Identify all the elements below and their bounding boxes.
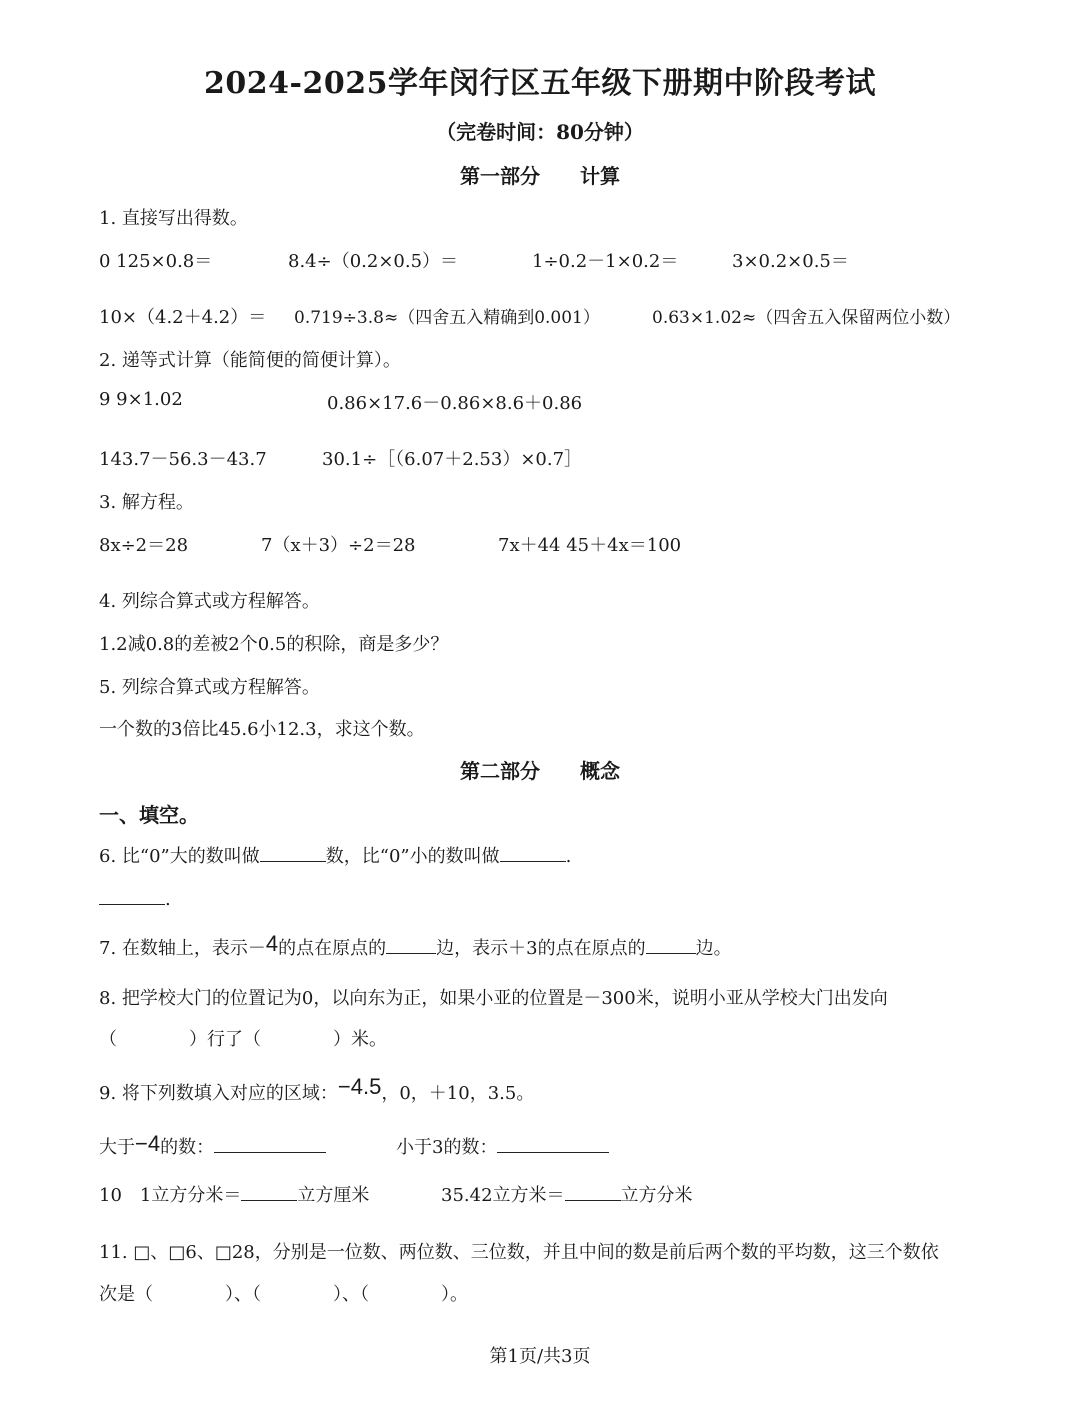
q2-item-2: 0.86×17.6－0.86×8.6＋0.86: [327, 393, 583, 414]
q2-item-1: 9 9×1.02: [99, 389, 183, 410]
q2-item-4: 30.1÷［（6.07＋2.53）×0.7］: [322, 449, 583, 470]
q9-blank-greater[interactable]: [214, 1134, 326, 1153]
q7-text-b: 的点在原点的: [278, 938, 387, 959]
q3-prompt: 3. 解方程。: [99, 492, 194, 513]
q1-item-7: 0.63×1.02≈（四舍五入保留两位小数）: [652, 308, 961, 328]
q10-part-2: [441, 1181, 693, 1207]
q7-line: [99, 931, 732, 960]
q9-text-b: ，0，＋10，3.5。: [381, 1083, 535, 1104]
q6-text-d: .: [165, 889, 171, 910]
q9-text-e: 的数：: [160, 1137, 215, 1158]
q6-blank-1[interactable]: [260, 843, 326, 862]
q10-blank-2[interactable]: [565, 1182, 621, 1201]
q6-text-b: 数，比“0”小的数叫做: [325, 846, 500, 867]
q2-prompt: 2. 递等式计算（能简便的简便计算）。: [99, 350, 401, 371]
q10-text-b: 立方厘米: [297, 1185, 370, 1206]
q3-item-2: 7（x＋3）÷2＝28: [261, 535, 416, 556]
part2-title: 第二部分 概念: [460, 759, 620, 783]
q5-text: 一个数的3倍比45.6小12.3，求这个数。: [99, 719, 425, 740]
q7-text-d: 边。: [695, 938, 732, 959]
q9-line: [99, 1074, 535, 1105]
q11-line-1: 11. □、□6、□28，分别是一位数、两位数、三位数，并且中间的数是前后两个数的平均数，这三个数依: [99, 1242, 939, 1263]
q1-item-3: 1÷0.2－1×0.2＝: [532, 251, 679, 272]
q7-number: 4: [265, 931, 279, 956]
q1-item-5: 10×（4.2＋4.2）＝: [99, 307, 267, 328]
q9-text-f: 小于3的数：: [396, 1137, 498, 1158]
exam-duration: （完卷时间：80分钟）: [436, 120, 644, 144]
q9-text-a: 9. 将下列数填入对应的区域：: [99, 1083, 338, 1104]
q8-line-2: （ ）行了（ ）米。: [99, 1029, 387, 1050]
exam-title: 2024-2025学年闵行区五年级下册期中阶段考试: [204, 66, 876, 101]
q9-number: −4.5: [337, 1074, 382, 1099]
page-footer: 第1页/共3页: [489, 1346, 591, 1367]
q8-line-1: 8. 把学校大门的位置记为0，以向东为正，如果小亚的位置是－300米，说明小亚从学校大门出发向: [99, 988, 888, 1009]
q7-text-c: 边，表示＋3的点在原点的: [436, 938, 646, 959]
q6-text-a: 6. 比“0”大的数叫做: [99, 846, 260, 867]
q2-item-3: 143.7－56.3－43.7: [99, 449, 267, 470]
part1-title: 第一部分 计算: [460, 164, 620, 188]
q6-blank-2[interactable]: [500, 843, 566, 862]
q9-region-less: [396, 1133, 609, 1159]
q5-prompt: 5. 列综合算式或方程解答。: [99, 677, 320, 698]
q9-region-greater: [99, 1133, 326, 1159]
q6-continuation: [99, 886, 171, 910]
q4-text: 1.2减0.8的差被2个0.5的积除，商是多少？: [99, 634, 449, 655]
q4-prompt: 4. 列综合算式或方程解答。: [99, 591, 320, 612]
q3-item-3: 7x＋44 45＋4x＝100: [498, 535, 682, 556]
q9-blank-less[interactable]: [497, 1134, 609, 1153]
q10-text-a: 10 1立方分米＝: [99, 1185, 242, 1206]
q7-blank-1[interactable]: [386, 935, 436, 954]
q7-blank-2[interactable]: [646, 935, 696, 954]
q6-blank-3[interactable]: [99, 886, 165, 905]
fill-in-heading: 一、填空。: [99, 803, 199, 827]
q1-item-2: 8.4÷（0.2×0.5）＝: [288, 251, 459, 272]
q7-text-a: 7. 在数轴上，表示－: [99, 938, 266, 959]
q1-item-6: 0.719÷3.8≈（四舍五入精确到0.001）: [294, 308, 600, 328]
q10-blank-1[interactable]: [241, 1182, 297, 1201]
q10-text-d: 立方分米: [620, 1185, 693, 1206]
q11-line-2: 次是（ ）、（ ）、（ ）。: [99, 1284, 468, 1305]
q6-line: [99, 842, 571, 868]
q9-threshold: −4: [135, 1131, 161, 1156]
q6-text-c: .: [565, 846, 572, 867]
q3-item-1: 8x÷2＝28: [99, 535, 189, 556]
q10-part-1: [99, 1181, 369, 1207]
q1-item-4: 3×0.2×0.5＝: [732, 251, 849, 272]
q9-text-c: 大于: [99, 1137, 135, 1158]
q1-prompt: 1. 直接写出得数。: [99, 208, 248, 229]
q10-text-c: 35.42立方米＝: [441, 1185, 565, 1206]
q1-item-1: 0 125×0.8＝: [99, 251, 213, 272]
